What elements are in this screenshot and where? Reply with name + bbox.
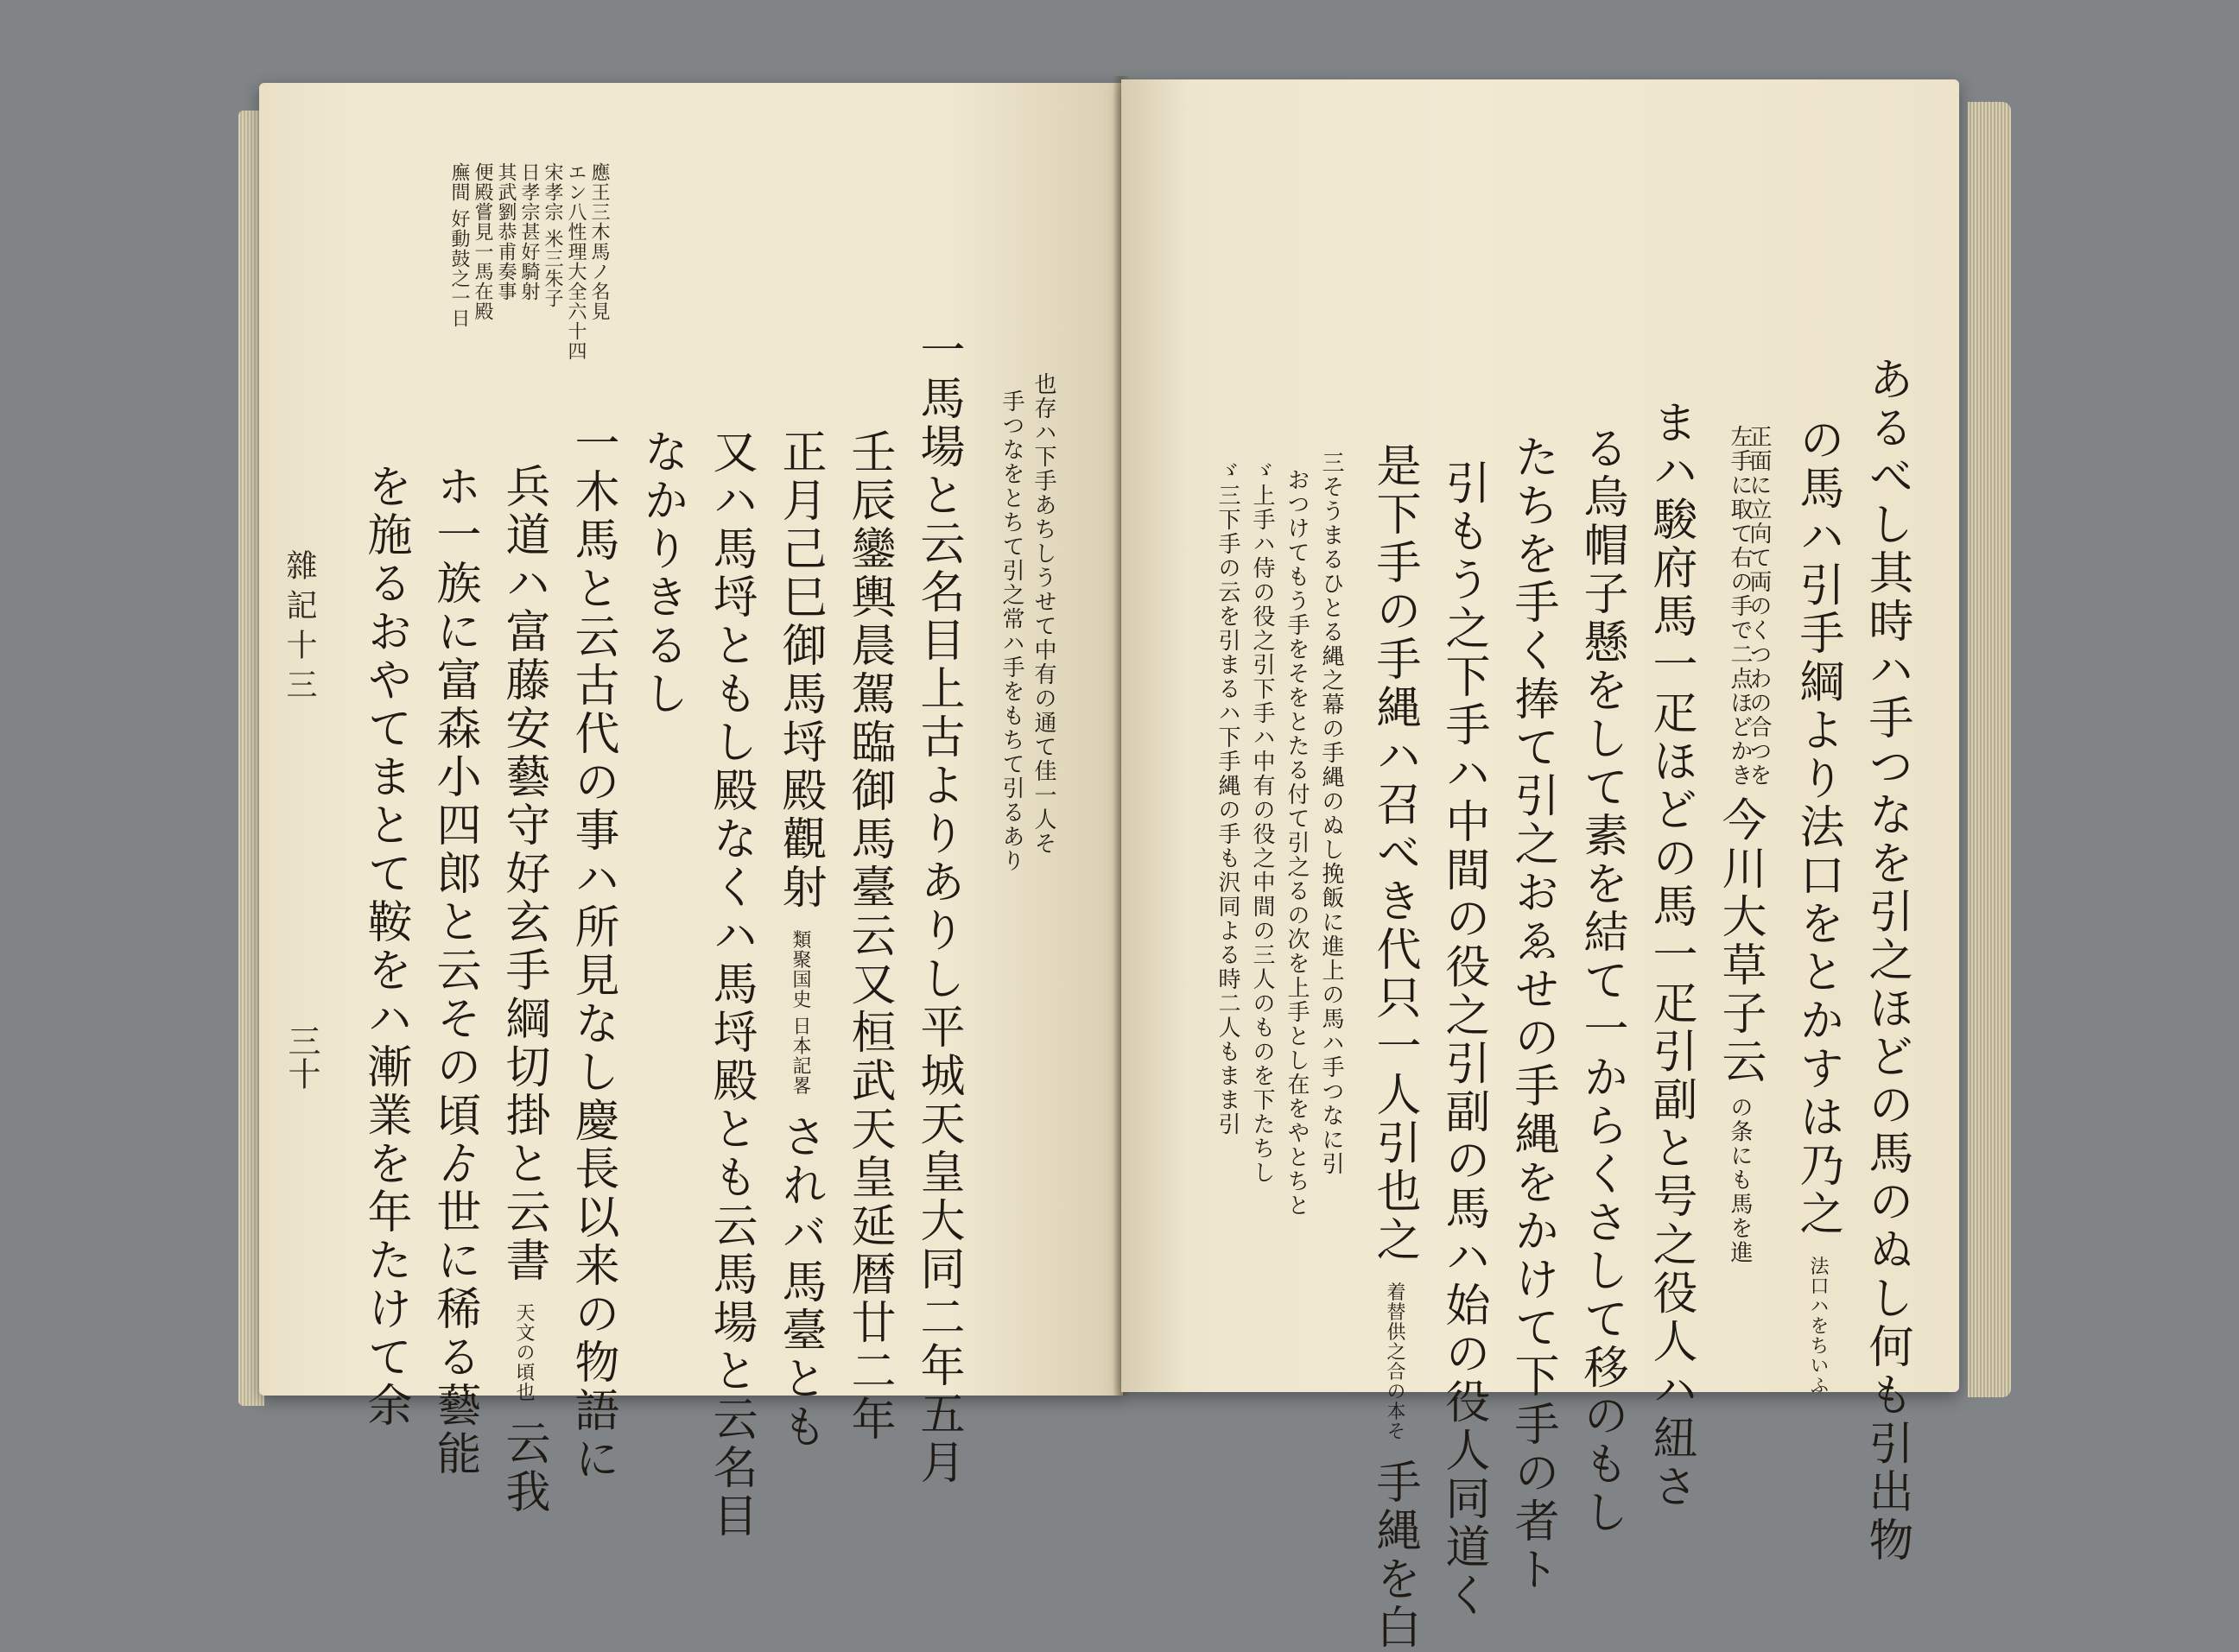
right-page xyxy=(1121,79,1959,1652)
text-column: あるべし其時ハ手つなを引之ほどの馬のぬし何も引出物 xyxy=(1861,356,1912,1565)
left-page xyxy=(259,83,1123,1541)
annotation-column: おつけてもう手をそをとたる付て引之るの次を上手とし在をやとちと xyxy=(1284,468,1310,1218)
inline-citation: 類聚国史 日本記畧 xyxy=(790,929,811,1096)
text-column: る烏帽子懸をして素を結て一からくさして移のもし xyxy=(1576,425,1627,1537)
annotation-column: ゞ上手ハ侍の役之引下手ハ中有の役之中間の三人のものを下たちし xyxy=(1249,459,1275,1185)
text-column xyxy=(1368,442,1420,1652)
header-note: 宋孝宗 米三朱子 xyxy=(542,162,563,308)
inline-note: 法口ハをちいふ xyxy=(1807,1256,1829,1396)
text-segment: の条にも馬を進 xyxy=(1727,1095,1753,1265)
annotation-column: ゞ三下手の云を引まるハ下手縄の手も沢同よる時二人もまま引 xyxy=(1215,459,1240,1136)
book-spread xyxy=(233,76,2004,1652)
annotation-column: 手つなをとちて引之常ハ手をもちて引るあり xyxy=(999,389,1024,873)
text-segment: 云我 xyxy=(498,1420,549,1517)
text-segment: の馬ハ引手綱より法口をとかすは乃之 xyxy=(1792,416,1843,1238)
header-note: エン八性理大全六十四 xyxy=(565,162,587,361)
text-column: なかりきるし xyxy=(636,428,688,718)
text-column: 又ハ馬埒ともし殿なくハ馬埒殿とも云馬場と云名目 xyxy=(705,428,757,1541)
text-column xyxy=(498,463,549,1517)
annotation-column xyxy=(1714,425,1766,1375)
inline-note: 天文の頃也 xyxy=(513,1302,535,1402)
text-column: 一木馬と云古代の事ハ所見なし慶長以来の物語に xyxy=(567,420,618,1484)
right-page-edges xyxy=(1968,102,2011,1397)
header-note: 其武劉恭甫奏事 xyxy=(495,162,517,301)
annotation-column: 三そうまるひとる縄之幕の手縄のぬし挽飯に進上の馬ハ手つなに引 xyxy=(1318,451,1344,1176)
text-column xyxy=(774,428,826,1453)
annotation-column: 也存ハ下手あちしうせて中有の通て佳一人そ xyxy=(1031,372,1056,856)
text-column: ホ一族に富森小四郎と云その頃ゟ世に稀る藝能 xyxy=(428,463,480,1478)
text-column: まハ駿府馬一疋ほどの馬一疋引副と号之役人ハ紐さ xyxy=(1645,399,1697,1511)
text-column: 壬辰鑾輿晨駕臨御馬臺云又桓武天皇延暦廿二年 xyxy=(843,428,895,1444)
text-column: 一馬場と云名目上古よりありし平城天皇大同二年五月 xyxy=(912,326,964,1487)
text-column: 引もう之下手ハ中間の役之引副の馬ハ始の役人同道く xyxy=(1437,459,1489,1620)
page-number: 三十 xyxy=(282,1024,320,1090)
inline-note: 着替供之合の本そ xyxy=(1384,1282,1405,1441)
running-head: 雜記十三 xyxy=(282,549,317,708)
text-column: を施るおやてまとて鞍をハ漸業を年たけて余 xyxy=(359,463,411,1430)
header-note: 日孝宗甚好騎射 xyxy=(518,162,540,301)
text-segment: 手縄を白 xyxy=(1368,1459,1420,1652)
text-segment: 正月己巳御馬埒殿觀射 xyxy=(774,428,826,912)
header-note: 便殿嘗見一馬在殿 xyxy=(472,162,493,321)
header-note: 應王三木馬ノ名見 xyxy=(588,162,610,321)
text-column: たちを手く捧て引之おゑせの手縄をかけて下手の者ト xyxy=(1506,434,1558,1594)
text-segment: 左手に取て右の手で二点ほどかき xyxy=(1727,425,1753,788)
text-segment: 是下手の手縄ハ召べき代只一人引也之 xyxy=(1368,442,1420,1264)
annotation-column: 正面に立向て両のくつわの合つを xyxy=(1746,425,1772,788)
header-note: 廡間 好動鼓之一日 xyxy=(448,162,470,328)
text-column xyxy=(1792,416,1843,1396)
text-segment: 今川大草子云 xyxy=(1714,796,1766,1087)
text-segment: 兵道ハ富藤安藝守好玄手綱切掛と云書 xyxy=(498,463,549,1285)
text-segment: されバ馬臺とも xyxy=(774,1113,826,1453)
